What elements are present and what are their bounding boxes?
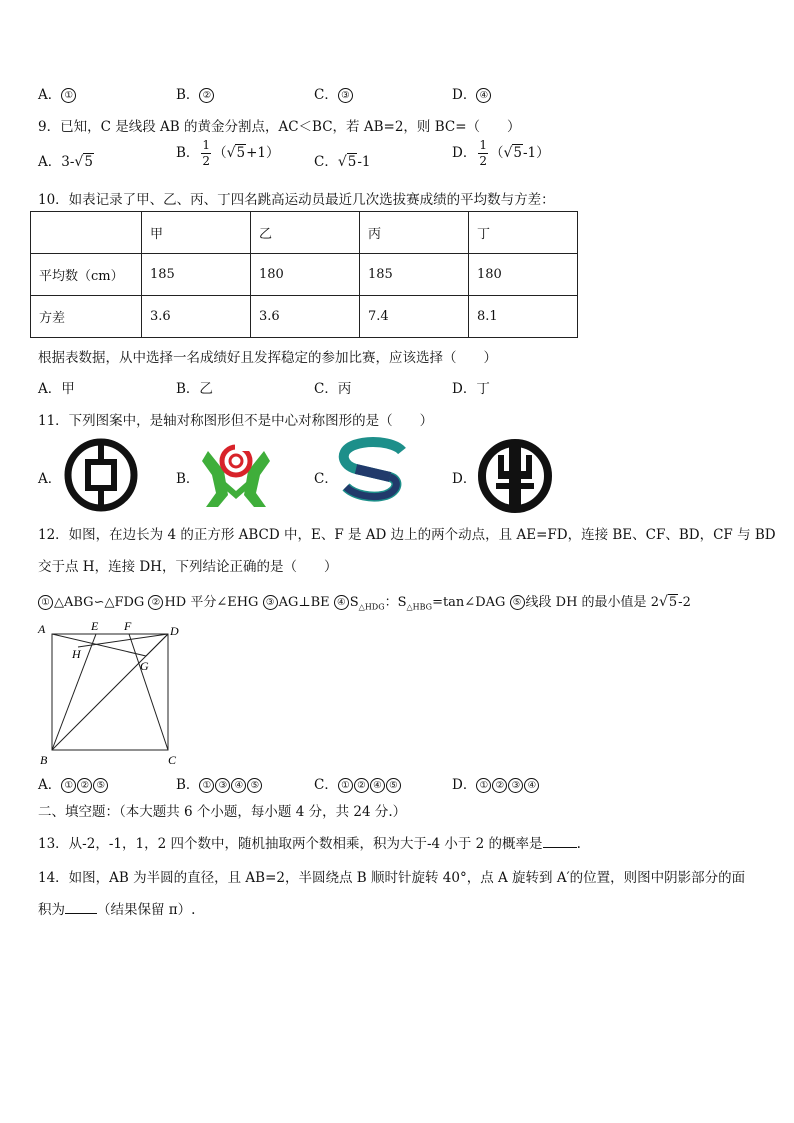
square-figure [36,618,186,770]
q8-option-b: B． ② [176,83,215,103]
table-cell: 7.4 [360,296,469,338]
coin-logo-icon [62,437,140,513]
q10-option-a: A．甲 [38,381,75,397]
table-cell: 3.6 [251,296,360,338]
q8-option-d: D． ④ [452,83,492,103]
q12-stem-line1: 12．如图，在边长为 4 的正方形 ABCD 中，E、F 是 AD 边上的两个动点，且 AE=FD，连接 BE、CF、BD，CF 与 BD [38,527,776,543]
q11-option-d-letter: D． [452,471,477,487]
table-cell [31,212,142,254]
label-e: E [91,619,99,633]
answer-blank [65,903,97,914]
table-row [31,254,578,296]
table-cell: 平均数（cm） [31,254,142,296]
q10-stem: 10．如表记录了甲、乙、丙、丁四名跳高运动员最近几次选拔赛成绩的平均数与方差： [38,192,555,208]
table-cell: 185 [360,254,469,296]
q9-stem: 9．已知，C 是线段 AB 的黄金分割点，AC＜BC，若 AB=2，则 BC=（ ） [38,119,521,135]
table-cell: 乙 [251,212,360,254]
q11-option-a-letter: A． [38,471,62,487]
label-b: B [40,753,48,767]
table-cell: 8.1 [469,296,578,338]
q12-conclusions: ① △ABG∽△FDG ② HD 平分∠EHG ③ AG⊥BE ④ $S_{\triangle HDG}$：$S_{\triangle HBG}=\tan\angle DAG$ ⑤ 线段 DH 的最小值是 2√5-2 [38,591,691,612]
wheat-logo-icon [476,437,554,515]
label-f: F [124,619,132,633]
q10-option-b: B．乙 [176,381,213,397]
q12-stem-line2: 交于点 H，连接 DH，下列结论正确的是（ ） [38,559,338,575]
q12-option-d: D． ① ② ③ ④ [452,773,540,793]
label-a: A [38,622,46,636]
q9-option-a: A．3-√5 [38,154,93,170]
q9-option-c: C．√5-1 [314,154,371,170]
table-cell: 3.6 [142,296,251,338]
table-row [31,296,578,338]
scores-table [30,211,578,338]
table-header-row [31,212,578,254]
table-cell: 180 [251,254,360,296]
q8-option-c: C． ③ [314,83,354,103]
q12-option-a: A． ① ② ⑤ [38,773,109,793]
q8-option-a: A． ① [38,83,77,103]
label-h: H [72,647,81,661]
q9-option-d: D． $\frac{1}{2}$ （√5-1） [452,138,550,168]
q12-option-c: C． ① ② ④ ⑤ [314,773,402,793]
q13-text: 13．从-2，-1，1，2 四个数中，随机抽取两个数相乘，积为大于-4 小于 2 的概率是 . [38,836,581,852]
answer-blank [543,837,577,848]
label-d: D [170,624,179,638]
q14-line1: 14．如图，AB 为半圆的直径，且 AB=2，半圆绕点 B 顺时针旋转 40°，点 A 旋转到 A′的位置，则图中阴影部分的面 [38,870,746,886]
q11-option-c-letter: C． [314,471,338,487]
table-cell: 185 [142,254,251,296]
q11-option-b-letter: B． [176,471,200,487]
q10-option-c: C．丙 [314,381,352,397]
label-c: C [168,753,177,767]
table-cell: 丁 [469,212,578,254]
s-logo-icon [336,437,412,505]
table-cell: 方差 [31,296,142,338]
q12-option-b: B． ① ③ ④ ⑤ [176,773,263,793]
section-title: 二、填空题：（本大题共 6 个小题，每小题 4 分，共 24 分.） [38,804,407,820]
q10-question: 根据表数据，从中选择一名成绩好且发挥稳定的参加比赛，应该选择（ ） [38,350,497,366]
table-cell: 甲 [142,212,251,254]
label-g: G [140,659,149,673]
hands-logo-icon [198,437,274,511]
q14-line2: 积为 （结果保留 π）. [38,902,196,918]
q10-option-d: D．丁 [452,381,490,397]
table-cell: 丙 [360,212,469,254]
table-cell: 180 [469,254,578,296]
q11-stem: 11．下列图案中，是轴对称图形但不是中心对称图形的是（ ） [38,413,434,429]
q9-option-b: B． $\frac{1}{2}$ （√5+1） [176,138,280,168]
